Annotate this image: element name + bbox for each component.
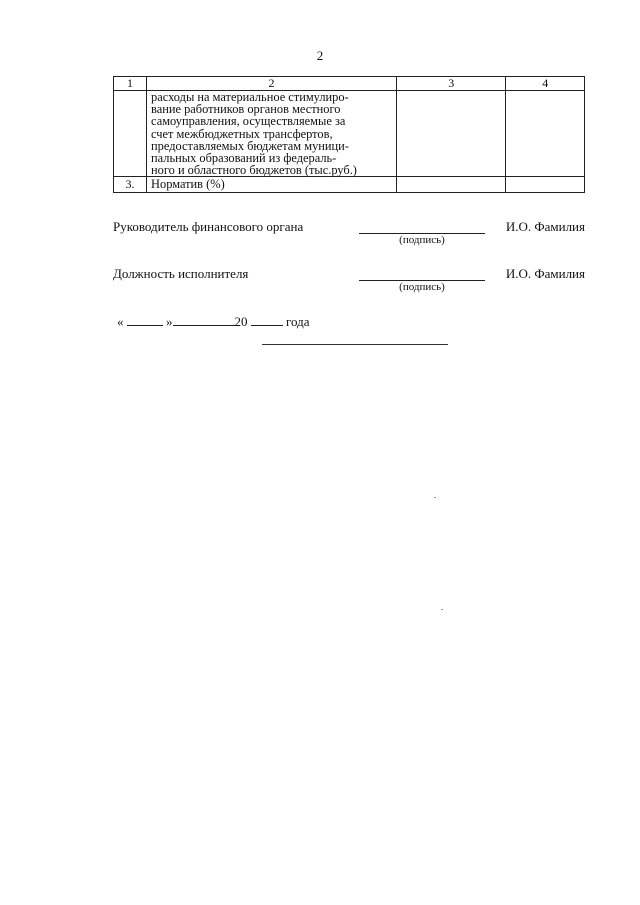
row-number: 3. [114,177,147,193]
row-description-line: вание работников органов местного [151,102,341,117]
signature-title: Руководитель финансового органа [113,219,304,234]
date-year-blank [251,313,283,326]
signature-title: Должность исполнителя [113,266,249,281]
header-col-3: 3 [397,77,506,91]
signature-caption: (подпись) [399,234,445,246]
form-table [113,76,585,193]
row-description-line: расходы на материальное стимулиро- [151,90,349,104]
row-col-4 [506,177,585,193]
row-col-3 [397,177,506,193]
table-header-row [114,77,585,91]
header-col-4: 4 [506,77,585,91]
date-century: 20 [234,314,248,329]
date-line [117,313,310,330]
row-col-4 [506,91,585,177]
page-number: 2 [316,48,324,63]
scan-speck [434,497,436,498]
row-description-line: счет межбюджетных трансфертов, [151,126,333,141]
row-number [114,91,147,177]
row-description-line: предоставляемых бюджетам муници- [151,138,349,153]
signature-name: И.О. Фамилия [505,266,585,281]
scan-speck [441,609,443,610]
date-day-blank [127,313,163,326]
header-col-2: 2 [147,77,397,91]
table-row [114,91,585,177]
row-description-line: самоуправления, осуществляемые за [151,114,346,129]
row-description: Норматив (%) [147,177,397,193]
signature-name: И.О. Фамилия [505,219,585,234]
header-col-1: 1 [114,77,147,91]
date-open-quote: « [117,314,124,329]
end-separator-line [262,344,448,345]
row-col-3 [397,91,506,177]
date-month-blank [173,313,235,326]
row-description-line: ного и областного бюджетов (тыс.руб.) [151,163,357,178]
row-description-line: пальных образований из федераль- [151,151,337,166]
row-description [147,91,397,177]
date-suffix: года [286,314,310,329]
signature-caption: (подпись) [399,281,445,293]
date-close-quote: » [166,314,173,329]
table-row [114,177,585,193]
